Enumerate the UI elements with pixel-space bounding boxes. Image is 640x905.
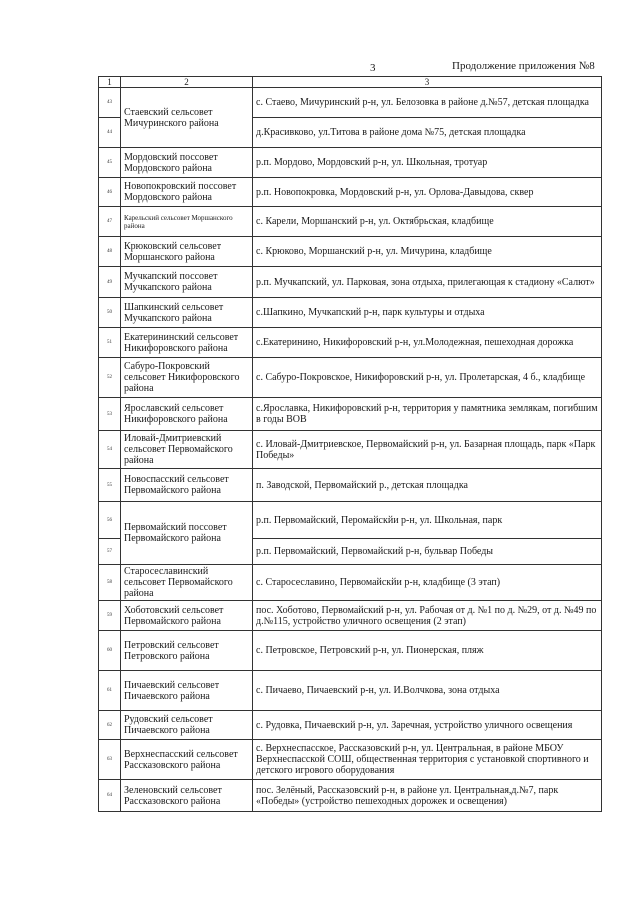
projects-table — [98, 76, 602, 812]
row-number: 61 — [99, 671, 121, 711]
organization-cell: Рудовский сельсовет Пичаевского района — [121, 711, 253, 740]
table-row — [99, 328, 602, 358]
table-row — [99, 601, 602, 631]
location-cell: р.п. Мордово, Мордовский р-н, ул. Школьная, тротуар — [253, 148, 602, 178]
row-number: 63 — [99, 740, 121, 780]
page-number: 3 — [370, 62, 376, 74]
organization-cell: Стаевский сельсовет Мичуринского района — [121, 88, 253, 148]
row-number: 44 — [99, 118, 121, 148]
row-number: 51 — [99, 328, 121, 358]
table-row — [99, 148, 602, 178]
organization-cell: Мордовский поссовет Мордовского района — [121, 148, 253, 178]
table-row — [99, 398, 602, 431]
table-header-row — [99, 77, 602, 88]
organization-cell: Ярославский сельсовет Никифоровского района — [121, 398, 253, 431]
organization-cell: Карельский сельсовет Моршанского района — [121, 207, 253, 237]
table-row — [99, 740, 602, 780]
row-number: 55 — [99, 469, 121, 502]
column-header: 1 — [99, 77, 121, 88]
location-cell: с. Крюково, Моршанский р-н, ул. Мичурина, кладбище — [253, 237, 602, 267]
location-cell: с. Пичаево, Пичаевский р-н, ул. И.Волчкова, зона отдыха — [253, 671, 602, 711]
table-row — [99, 237, 602, 267]
organization-cell: Новоспасский сельсовет Первомайского района — [121, 469, 253, 502]
organization-cell: Пичаевский сельсовет Пичаевского района — [121, 671, 253, 711]
row-number: 45 — [99, 148, 121, 178]
column-header: 3 — [253, 77, 602, 88]
row-number: 57 — [99, 539, 121, 565]
location-cell: пос. Зелёный, Рассказовский р-н, в районе ул. Центральная,д.№7, парк «Победы» (устройство пешеходных дорожек и освещения) — [253, 780, 602, 812]
location-cell: р.п. Первомайский, Перомайскйи р-н, ул. Школьная, парк — [253, 502, 602, 539]
table-row — [99, 267, 602, 298]
location-cell: с.Шапкино, Мучкапский р-н, парк культуры и отдыха — [253, 298, 602, 328]
organization-cell: Мучкапский поссовет Мучкапского района — [121, 267, 253, 298]
location-cell: р.п. Мучкапский, ул. Парковая, зона отдыха, прилегающая к стадиону «Салют» — [253, 267, 602, 298]
location-cell: с. Стаево, Мичуринский р-н, ул. Белозовка в районе д.№57, детская площадка — [253, 88, 602, 118]
table-row — [99, 502, 602, 539]
organization-cell: Крюковский сельсовет Моршанского района — [121, 237, 253, 267]
table-row — [99, 565, 602, 601]
organization-cell: Сабуро-Покровский сельсовет Никифоровского района — [121, 358, 253, 398]
organization-cell: Первомайский поссовет Первомайского района — [121, 502, 253, 565]
location-cell: с.Екатеринино, Никифоровский р-н, ул.Молодежная, пешеходная дорожка — [253, 328, 602, 358]
location-cell: п. Заводской, Первомайский р., детская площадка — [253, 469, 602, 502]
table-row — [99, 631, 602, 671]
location-cell: р.п. Новопокровка, Мордовский р-н, ул. Орлова-Давыдова, сквер — [253, 178, 602, 207]
location-cell: с. Старосеславино, Первомайскйи р-н, кладбище (3 этап) — [253, 565, 602, 601]
row-number: 62 — [99, 711, 121, 740]
table-row — [99, 671, 602, 711]
row-number: 53 — [99, 398, 121, 431]
table-row — [99, 298, 602, 328]
organization-cell: Старосеславинский сельсовет Первомайского района — [121, 565, 253, 601]
table-row — [99, 178, 602, 207]
table-row — [99, 431, 602, 469]
table-row — [99, 711, 602, 740]
location-cell: с. Рудовка, Пичаевский р-н, ул. Заречная, устройство уличного освещения — [253, 711, 602, 740]
organization-cell: Зеленовский сельсовет Рассказовского района — [121, 780, 253, 812]
location-cell: с. Сабуро-Покровское, Никифоровский р-н, ул. Пролетарская, 4 б., кладбище — [253, 358, 602, 398]
location-cell: с. Петровское, Петровский р-н, ул. Пионерская, пляж — [253, 631, 602, 671]
row-number: 64 — [99, 780, 121, 812]
organization-cell: Хоботовский сельсовет Первомайского района — [121, 601, 253, 631]
row-number: 60 — [99, 631, 121, 671]
row-number: 47 — [99, 207, 121, 237]
location-cell: пос. Хоботово, Первомайский р-н, ул. Рабочая от д. №1 по д. №29, от д. №49 по д.№115, устройство уличного освещения (2 этап) — [253, 601, 602, 631]
appendix-continuation-note: Продолжение приложения №8 — [452, 60, 595, 72]
row-number: 59 — [99, 601, 121, 631]
row-number: 58 — [99, 565, 121, 601]
row-number: 49 — [99, 267, 121, 298]
row-number: 50 — [99, 298, 121, 328]
column-header: 2 — [121, 77, 253, 88]
table-row — [99, 358, 602, 398]
organization-cell: Екатерининский сельсовет Никифоровского района — [121, 328, 253, 358]
row-number: 48 — [99, 237, 121, 267]
organization-cell: Верхнеспасский сельсовет Рассказовского района — [121, 740, 253, 780]
table-row — [99, 469, 602, 502]
organization-cell: Петровский сельсовет Петровского района — [121, 631, 253, 671]
row-number: 56 — [99, 502, 121, 539]
organization-cell: Шапкинский сельсовет Мучкапского района — [121, 298, 253, 328]
row-number: 52 — [99, 358, 121, 398]
organization-cell: Иловай-Дмитриевский сельсовет Первомайского района — [121, 431, 253, 469]
location-cell: с. Карели, Моршанский р-н, ул. Октябрьская, кладбище — [253, 207, 602, 237]
location-cell: д.Красивково, ул.Титова в районе дома №75, детская площадка — [253, 118, 602, 148]
location-cell: с. Верхнеспасское, Рассказовский р-н, ул. Центральная, в районе МБОУ Верхнеспасской СОШ, общественная территория с установкой спортивного и детского игрового оборудования — [253, 740, 602, 780]
location-cell: с. Иловай-Дмитриевское, Первомайский р-н, ул. Базарная площадь, парк «Парк Победы» — [253, 431, 602, 469]
organization-cell: Новопокровский поссовет Мордовского района — [121, 178, 253, 207]
table-row — [99, 207, 602, 237]
row-number: 54 — [99, 431, 121, 469]
row-number: 43 — [99, 88, 121, 118]
table-row — [99, 780, 602, 812]
location-cell: с.Ярославка, Никифоровский р-н, территория у памятника землякам, погибшим в годы ВОВ — [253, 398, 602, 431]
location-cell: р.п. Первомайский, Первомайский р-н, бульвар Победы — [253, 539, 602, 565]
table-row — [99, 88, 602, 118]
row-number: 46 — [99, 178, 121, 207]
